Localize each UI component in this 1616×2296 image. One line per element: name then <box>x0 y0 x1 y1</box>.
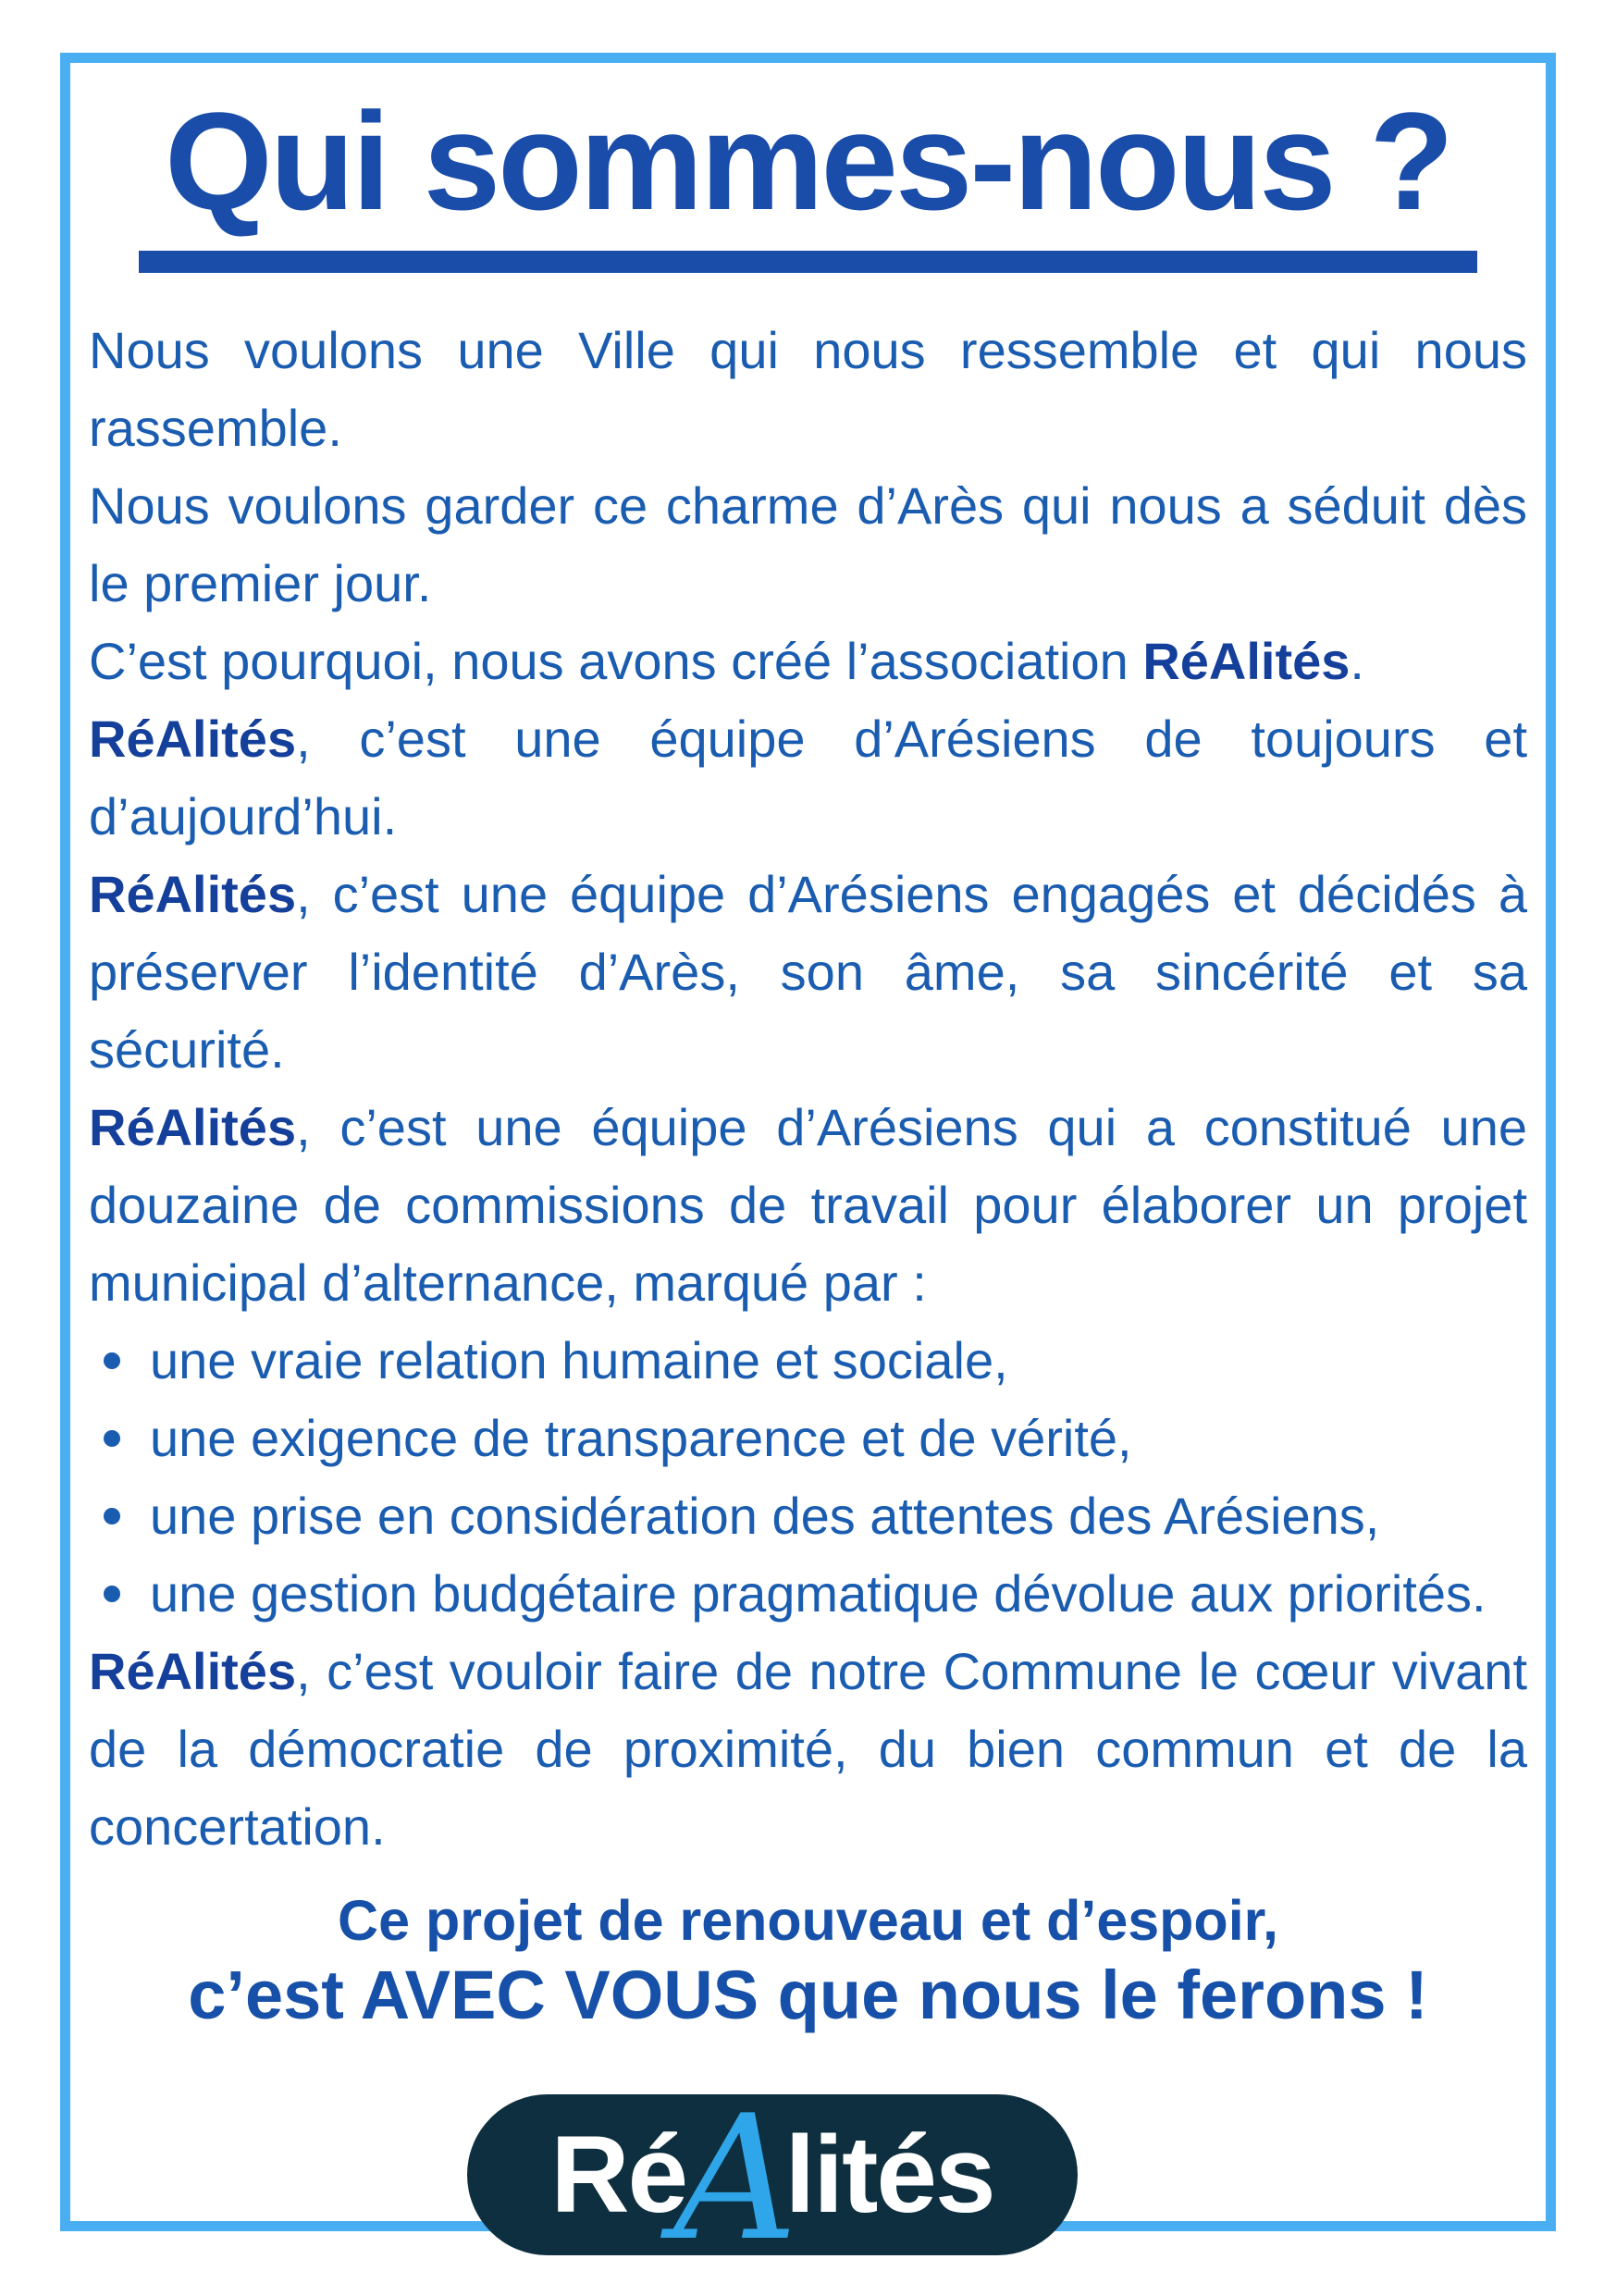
list-item <box>89 1555 1527 1633</box>
brand-name: RéAlités <box>89 865 297 923</box>
bullet-icon <box>104 1586 120 1602</box>
text-segment: , c’est une équipe d’Arésiens qui a constitué une douzaine de commissions de travail pour élaborer un projet municipal d’alternance, marqué par : <box>89 1098 1527 1312</box>
paragraph <box>89 1089 1527 1322</box>
bullet-list <box>89 1322 1527 1633</box>
bullet-text: une gestion budgétaire pragmatique dévolue aux priorités. <box>150 1564 1486 1623</box>
text-segment: C’est pourquoi, nous avons créé l’association <box>89 632 1143 690</box>
paragraph <box>89 700 1527 856</box>
text-segment: . <box>1350 632 1364 690</box>
logo-text-lites: lités <box>784 2114 994 2236</box>
realites-logo <box>467 2077 1078 2278</box>
brand-name: RéAlités <box>89 1098 297 1156</box>
page-title: Qui sommes-nous ? <box>139 85 1477 273</box>
paragraph <box>89 623 1527 700</box>
text-segment: Nous voulons une Ville qui nous ressemble et qui nous rassemble. <box>89 321 1527 457</box>
list-item <box>89 1477 1527 1555</box>
brand-name: RéAlités <box>1142 632 1351 690</box>
text-segment: Nous voulons garder ce charme d’Arès qui nous a séduit dès le premier jour. <box>89 476 1527 612</box>
slogan-line-1: Ce projet de renouveau et d’espoir, <box>338 1889 1278 1952</box>
list-item <box>89 1400 1527 1477</box>
paragraph <box>89 467 1527 623</box>
text-segment: , c’est une équipe d’Arésiens engagés et décidés à préserver l’identité d’Arès, son âme, sa sincérité et sa sécurité. <box>89 865 1527 1079</box>
body-text <box>89 312 1527 1866</box>
paragraph <box>89 1633 1527 1866</box>
list-item <box>89 1322 1527 1400</box>
brand-name: RéAlités <box>89 710 297 768</box>
paragraph <box>89 312 1527 467</box>
bullet-icon <box>104 1430 120 1447</box>
bullet-text: une exigence de transparence et de vérité, <box>150 1409 1132 1467</box>
logo-text-re: Ré <box>550 2114 687 2236</box>
text-segment: , c’est une équipe d’Arésiens de toujours et d’aujourd’hui. <box>89 710 1527 846</box>
page-border-frame <box>60 53 1556 2236</box>
paragraph <box>89 856 1527 1089</box>
bullet-icon <box>104 1352 120 1369</box>
slogan-line-2: c’est AVEC VOUS que nous le ferons ! <box>188 1957 1428 2033</box>
title-wrap <box>89 85 1527 273</box>
slogan <box>89 1886 1527 2036</box>
bullet-text: une prise en considération des attentes des Arésiens, <box>150 1487 1380 1545</box>
logo-letter-a: A <box>673 2077 798 2278</box>
bullet-text: une vraie relation humaine et sociale, <box>150 1331 1008 1389</box>
bullet-icon <box>104 1508 120 1524</box>
brand-name: RéAlités <box>89 1642 297 1700</box>
text-segment: , c’est vouloir faire de notre Commune le cœur vivant de la démocratie de proximité, du bien commun et de la concertation. <box>89 1642 1527 1856</box>
